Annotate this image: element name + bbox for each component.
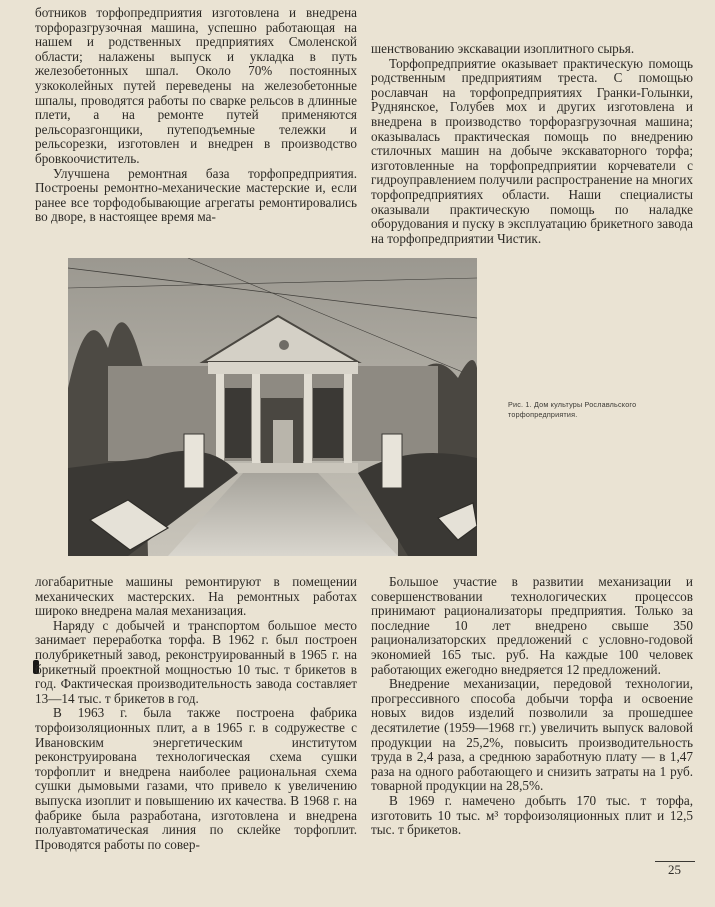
paragraph: Большое участие в развитии механизации и совершенствовании технологических процессов принимают рационализаторы предприятия. Только за последние 10 лет внедрено свыше 350 рационализаторских предложений с условно-годовой экономией 165 тыс. руб. На каждые 100 человек работающих ежегодно внедряется 12 предложений. bbox=[371, 574, 693, 677]
paragraph: Улучшена ремонтная база торфопредприятия. Построены ремонтно-механические мастерские и, если ранее все торфодобывающие агрегаты ремонтировались во дворе, в настоящее время ма- bbox=[35, 165, 357, 225]
paragraph: В 1969 г. намечено добыть 170 тыс. т торфа, изготовить 10 тыс. м³ торфоизоляционных плит и 12,5 тыс. т брикетов. bbox=[371, 792, 693, 838]
figure-caption: Рис. 1. Дом культуры Рославльского торфопредприятия. bbox=[508, 400, 637, 419]
paragraph: Наряду с добычей и транспортом большое место занимает переработка торфа. В 1962 г. был построен полубрикетный завод, реконструированный в 1965 г. на брикетный проектной мощностью 10 тыс. т брикетов в год. Фактическая производительность завода составляет 13—14 тыс. т брикетов в год. bbox=[35, 617, 357, 706]
paragraph: Внедрение механизации, передовой технологии, прогрессивного способа добычи торфа и освоение новых видов изделий позволили за прошедшее десятилетие (1959—1968 гг.) увеличить выпуск валовой продукции на 25,2%, повысить производительность труда в 2,4 раза, а среднюю заработную плату — в 1,47 раза на одного работающего и снизить затраты на 1 руб. товарной продукции на 28,5%. bbox=[371, 676, 693, 794]
house-of-culture-photo bbox=[68, 258, 477, 556]
column-bottom-left bbox=[35, 575, 357, 852]
column-top-right bbox=[371, 42, 693, 246]
column-bottom-right bbox=[371, 575, 693, 838]
paragraph: В 1963 г. была также построена фабрика торфоизоляционных плит, а в 1965 г. в содружестве с Ивановским энергетическим институтом реконструирована технологическая схема сушки торфоплит и внедрена наиболее рациональная схема сушки дымовыми газами, что привело к увеличению выпуска изоплит и повышению их качества. В 1968 г. на фабрике была разработана, изготовлена и внедрена полуавтоматическая линия по склейке торфоплит. Проводятся работы по совер- bbox=[35, 705, 357, 852]
paragraph: ботников торфопредприятия изготовлена и внедрена торфоразгрузочная машина, успешно работающая на нашем и родственных предприятиях Смоленской области; налажены выпуск и укладка в путь железобетонных шпал. Около 70% постоянных узкоколейных путей переведены на железобетонные шпалы, проводятся работы по сварке рельсов в длинные плети, а на ремонте путей применяются рельсоразгонщики, путеподъемные тележки и рельсорезки, изготовлен и внедрен в производство бровкоочиститель. bbox=[35, 5, 357, 166]
paragraph: шенствованию экскавации изоплитного сырья. bbox=[371, 41, 635, 56]
paragraph: логабаритные машины ремонтируют в помещении механических мастерских. На ремонтных работах широко внедрена малая механизация. bbox=[35, 574, 357, 619]
building-illustration bbox=[68, 258, 477, 556]
page-number: 25 bbox=[668, 862, 681, 877]
paragraph: Торфопредприятие оказывает практическую помощь родственным предприятиям треста. С помощью рославчан на торфопредприятиях Гранки-Голынки, Руднянское, Голубев мох и других изготовлена и внедрена в производство торфоразгрузочная машина; оказывалась практическая помощь по внедрению стилочных машин на добыче экскаваторного торфа; изготовленные на торфопредприятии корчеватели с гидроуправлением получили распространение на многих торфопредприятиях области. Наши специалисты оказывали практическую помощь по наладке оборудования и пуску в эксплуатацию брикетного завода на торфопредприятии Чистик. bbox=[371, 55, 693, 246]
column-top-left bbox=[35, 6, 357, 225]
